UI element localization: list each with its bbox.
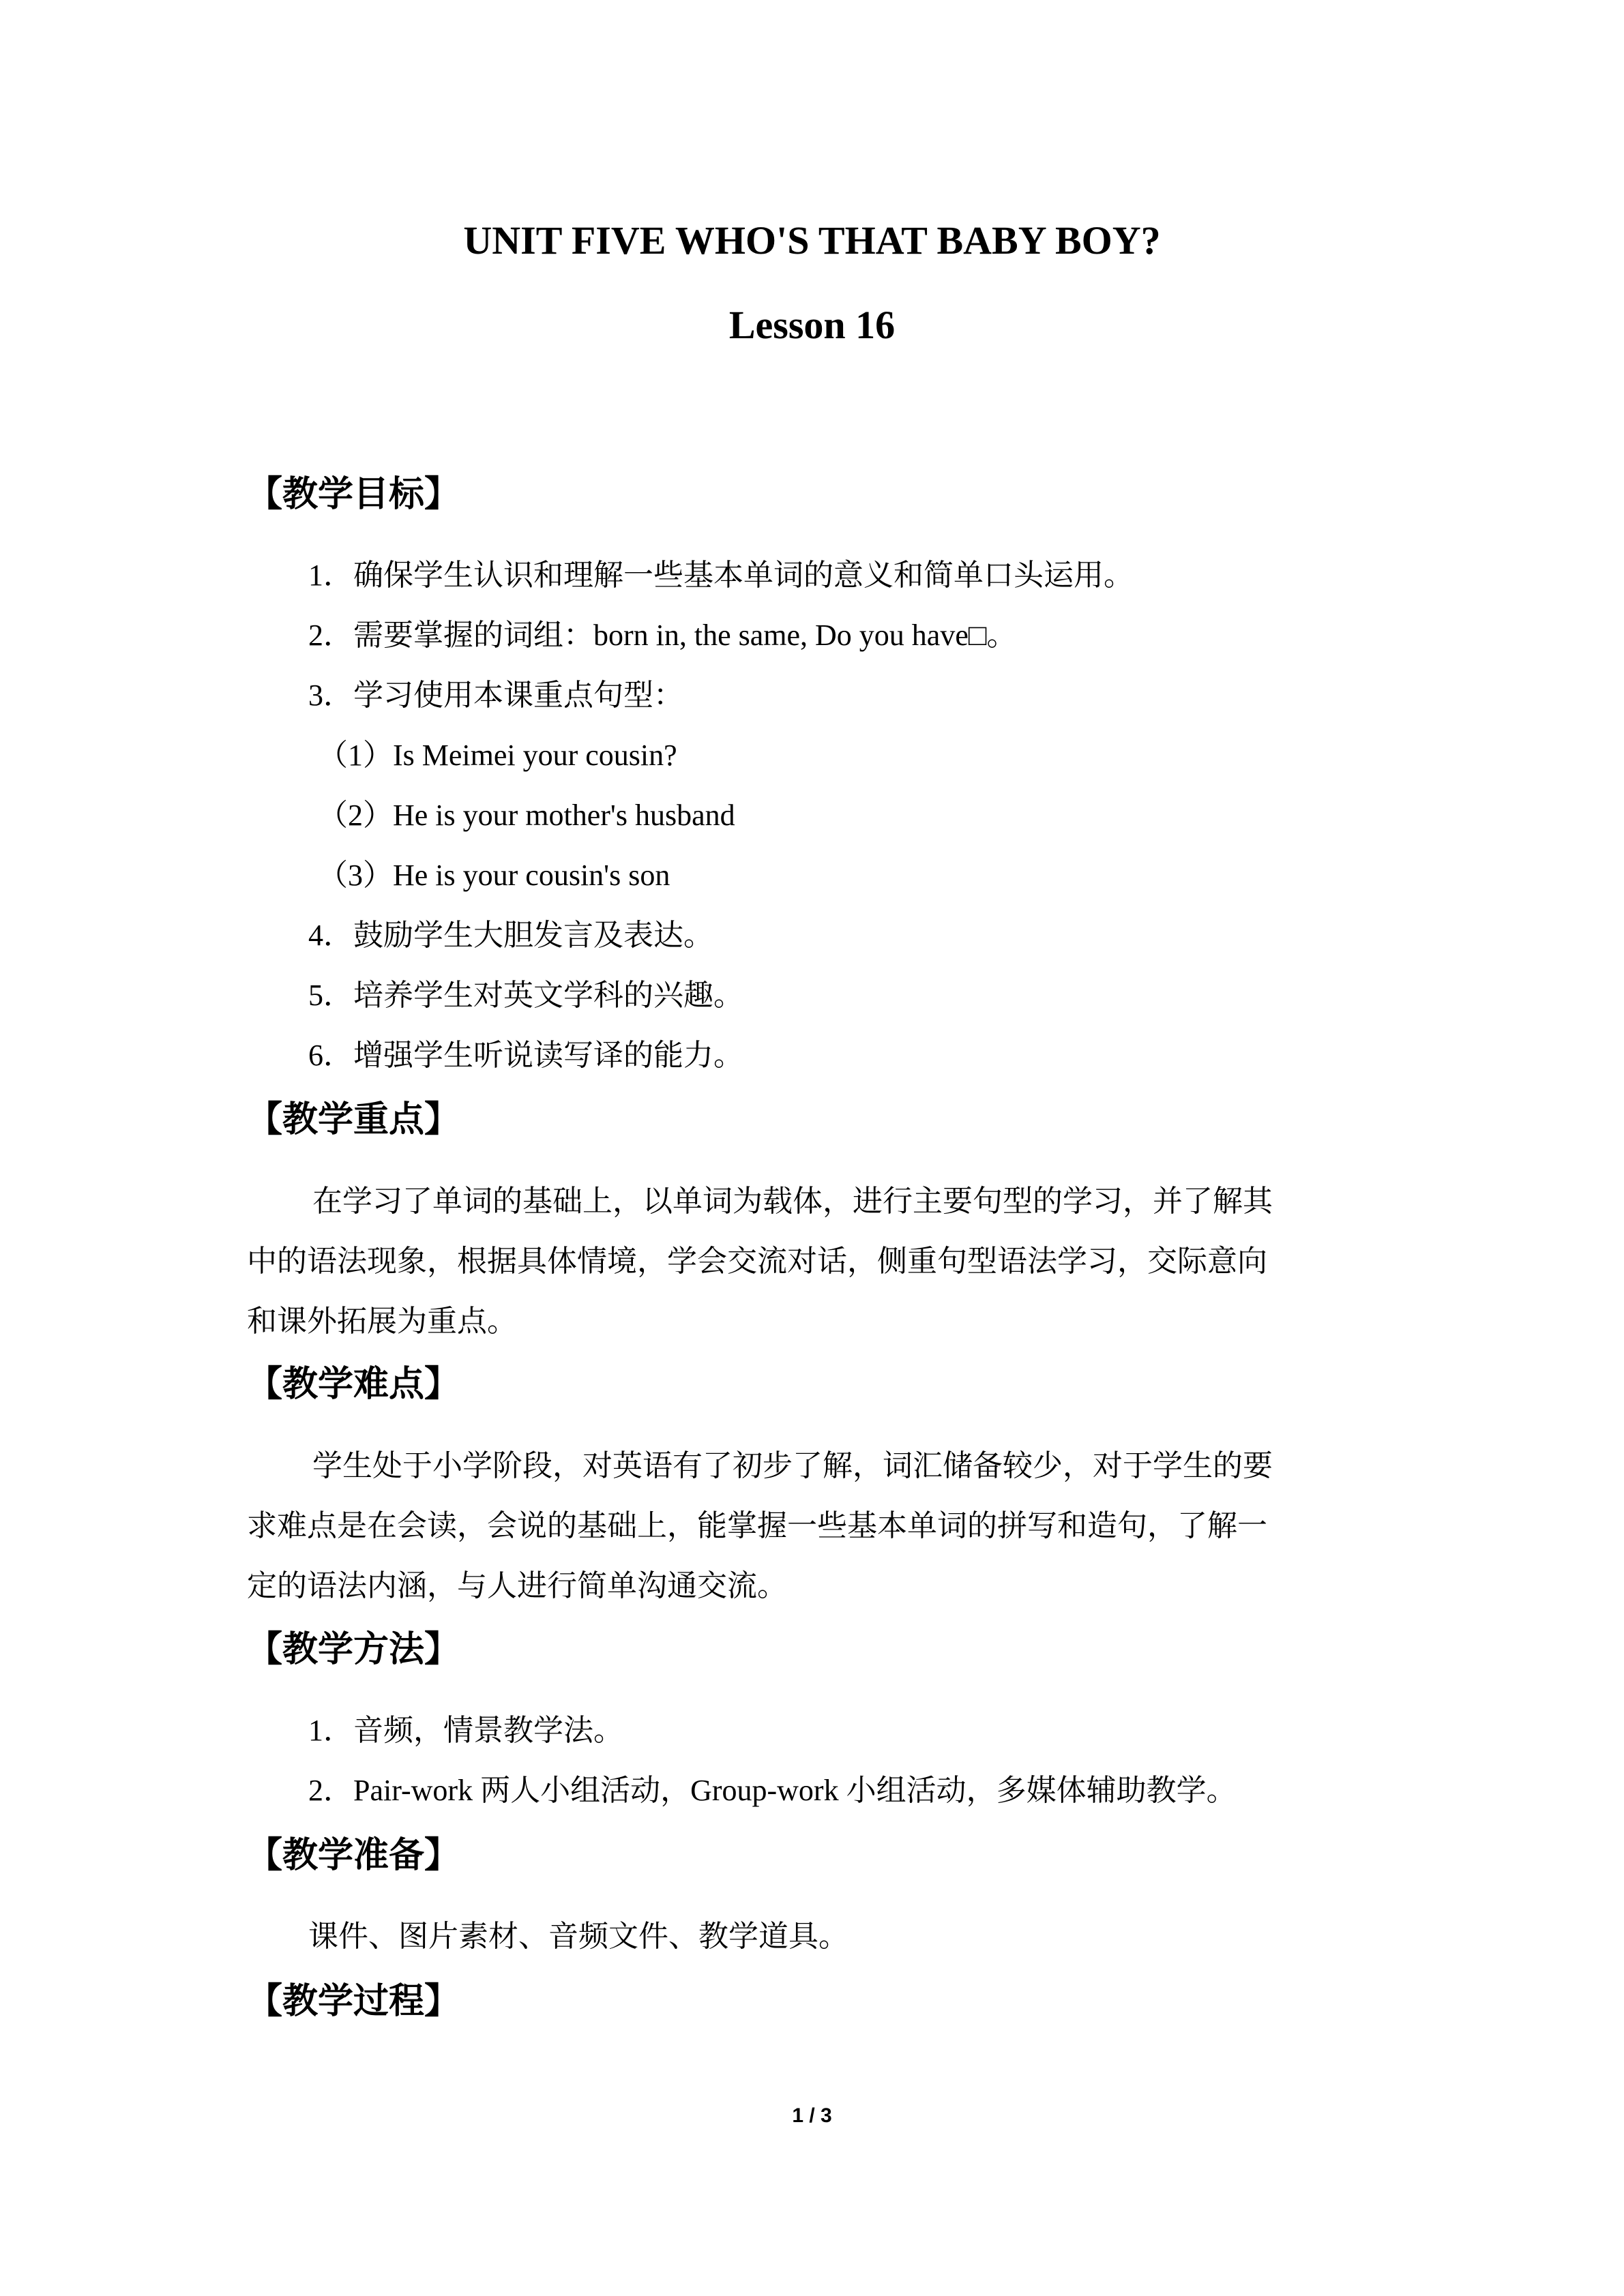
objective-item-3: 3．学习使用本课重点句型： [308, 679, 683, 712]
page-number: 1 / 3 [792, 2104, 832, 2127]
objective-item-4: 4．鼓励学生大胆发言及表达。 [308, 919, 713, 952]
section-heading-preparation: 【教学准备】 [247, 1835, 460, 1876]
objective-subitem-2: （2）He is your mother's husband [318, 799, 735, 832]
objective-subitem-3: （3）He is your cousin's son [318, 859, 670, 892]
difficulties-line-3: 定的语法内涵，与人进行简单沟通交流。 [247, 1569, 787, 1602]
difficulties-line-2: 求难点是在会读，会说的基础上，能掌握一些基本单词的拼写和造句，了解一 [247, 1509, 1267, 1542]
preparation-text: 课件、图片素材、音频文件、教学道具。 [308, 1920, 848, 1953]
section-heading-difficulties: 【教学难点】 [247, 1364, 460, 1405]
section-heading-methods: 【教学方法】 [247, 1629, 460, 1670]
objective-item-2: 2．需要掌握的词组：born in, the same, Do you have□。 [308, 618, 1017, 652]
section-heading-objectives: 【教学目标】 [247, 474, 460, 515]
section-heading-process: 【教学过程】 [247, 1981, 460, 2022]
objective-subitem-1: （1）Is Meimei your cousin? [318, 739, 677, 772]
key-points-paragraph [247, 1172, 1360, 1352]
method-item-1: 1．音频，情景教学法。 [308, 1714, 623, 1747]
difficulties-paragraph [247, 1436, 1360, 1616]
key-points-line-2: 中的语法现象，根据具体情境，学会交流对话，侧重句型语法学习，交际意向 [247, 1244, 1267, 1278]
difficulties-line-1: 学生处于小学阶段，对英语有了初步了解，词汇储备较少，对于学生的要 [312, 1449, 1273, 1482]
key-points-line-3: 和课外拓展为重点。 [247, 1304, 517, 1338]
objective-item-5: 5．培养学生对英文学科的兴趣。 [308, 979, 743, 1012]
section-heading-key-points: 【教学重点】 [247, 1099, 460, 1140]
objective-item-6: 6．增强学生听说读写译的能力。 [308, 1039, 743, 1072]
method-item-2: 2．Pair-work 两人小组活动，Group-work 小组活动，多媒体辅助教学。 [308, 1774, 1237, 1807]
document-title: UNIT FIVE WHO'S THAT BABY BOY? [463, 218, 1161, 263]
objective-item-1: 1．确保学生认识和理解一些基本单词的意义和简单口头运用。 [308, 558, 1134, 592]
document-subtitle: Lesson 16 [728, 303, 896, 347]
key-points-line-1: 在学习了单词的基础上，以单词为载体，进行主要句型的学习，并了解其 [312, 1184, 1273, 1218]
